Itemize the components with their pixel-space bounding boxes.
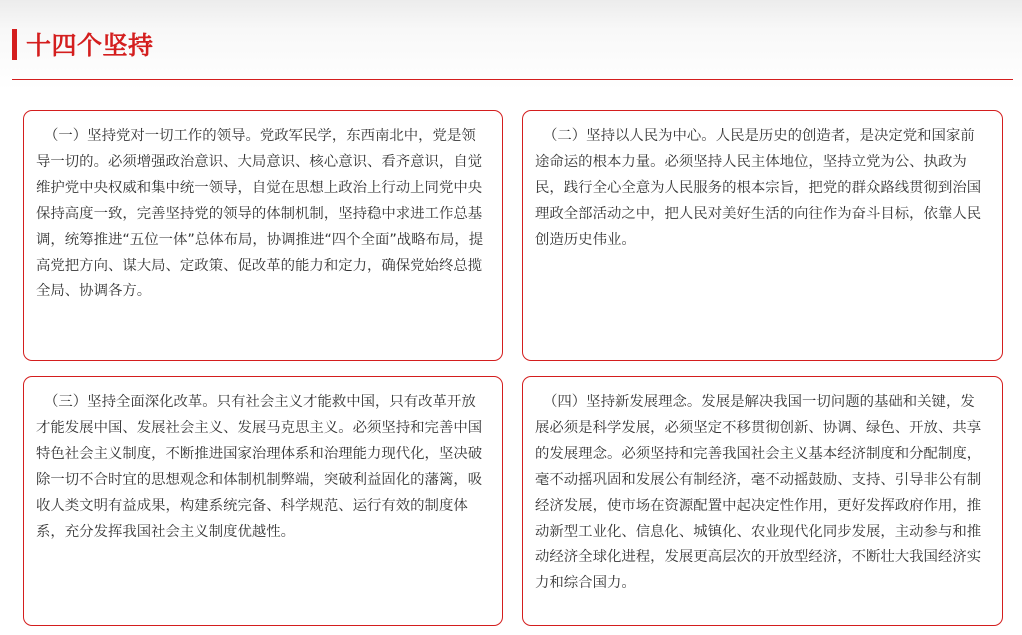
content-card-1: [23, 110, 503, 361]
card-3-text: （三）坚持全面深化改革。只有社会主义才能救中国，只有改革开放才能发展中国、发展社会主义、发展马克思主义。必须坚持和完善中国特色社会主义制度，不断推进国家治理体系和治理能力现代化，坚决破除一切不合时宜的思想观念和体制机制弊端，突破利益固化的藩篱，吸收人类文明有益成果，构建系统完备、科学规范、运行有效的制度体系，充分发挥我国社会主义制度优越性。: [36, 394, 483, 540]
content-card-3: [23, 376, 503, 626]
content-card-4: [522, 376, 1003, 626]
page-header: [12, 28, 154, 60]
card-4-text: （四）坚持新发展理念。发展是解决我国一切问题的基础和关键，发展必须是科学发展，必须坚定不移贯彻创新、协调、绿色、开放、共享的发展理念。必须坚持和完善我国社会主义基本经济制度和分配制度，毫不动摇巩固和发展公有制经济，毫不动摇鼓励、支持、引导非公有制经济发展，使市场在资源配置中起决定性作用，更好发挥政府作用，推动新型工业化、信息化、城镇化、农业现代化同步发展，主动参与和推动经济全球化进程，发展更高层次的开放型经济，不断壮大我国经济实力和综合国力。: [535, 394, 982, 592]
page-title: 十四个坚持: [26, 31, 154, 60]
title-accent-bar: [12, 29, 17, 60]
card-2-text: （二）坚持以人民为中心。人民是历史的创造者，是决定党和国家前途命运的根本力量。必须坚持人民主体地位，坚持立党为公、执政为民，践行全心全意为人民服务的根本宗旨，把党的群众路线贯彻到治国理政全部活动之中，把人民对美好生活的向往作为奋斗目标，依靠人民创造历史伟业。: [535, 128, 982, 248]
header-divider: [12, 79, 1013, 80]
content-card-2: [522, 110, 1003, 361]
card-1-text: （一）坚持党对一切工作的领导。党政军民学，东西南北中，党是领导一切的。必须增强政治意识、大局意识、核心意识、看齐意识，自觉维护党中央权威和集中统一领导，自觉在思想上政治上行动上同党中央保持高度一致，完善坚持党的领导的体制机制，坚持稳中求进工作总基调，统筹推进“五位一体”总体布局，协调推进“四个全面”战略布局，提高党把方向、谋大局、定政策、促改革的能力和定力，确保党始终总揽全局、协调各方。: [36, 128, 484, 300]
